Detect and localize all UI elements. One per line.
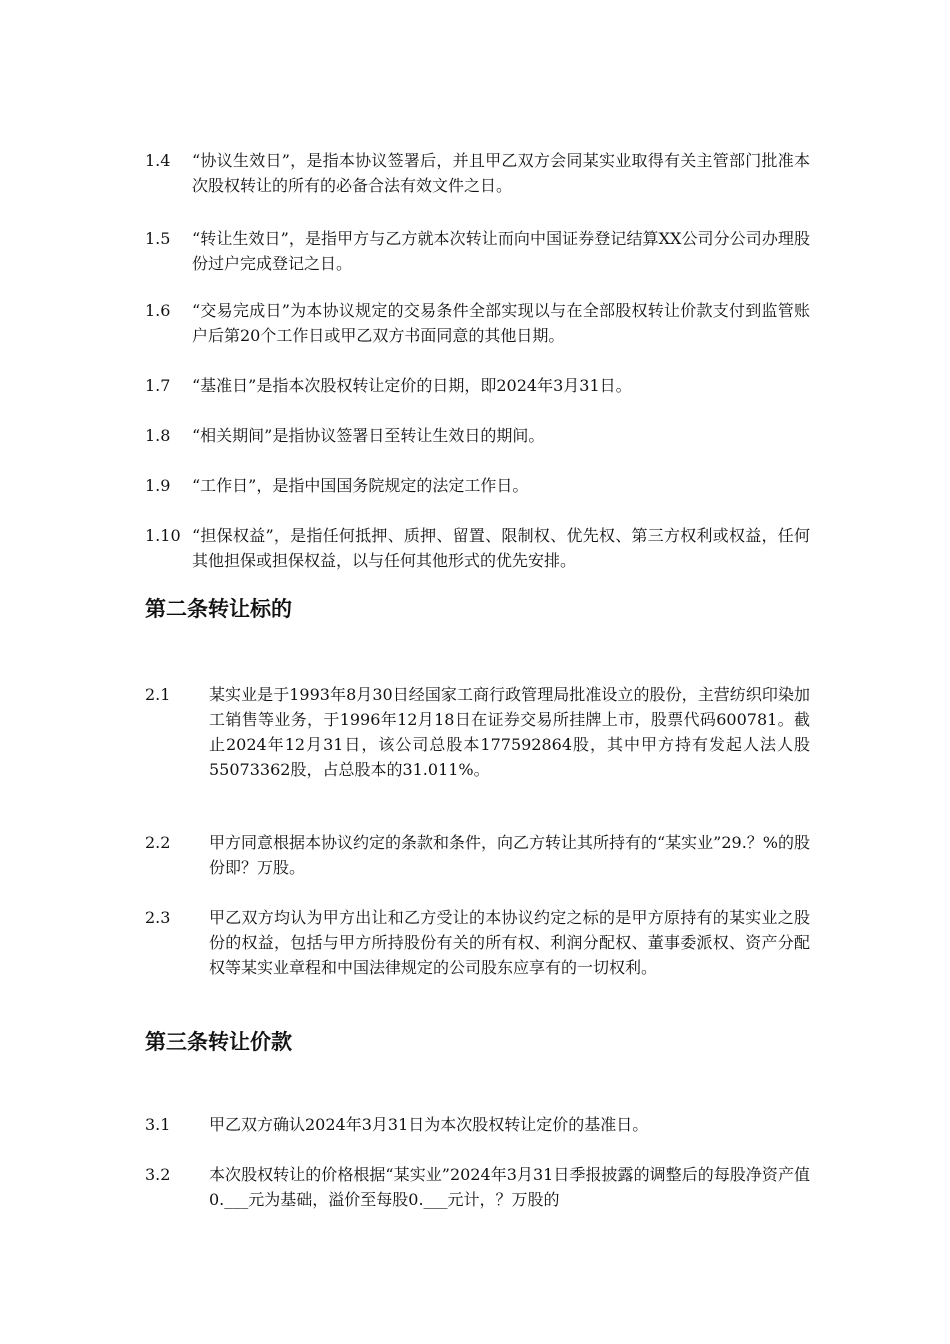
clause-text: “协议生效日”，是指本协议签署后，并且甲乙双方会同某实业取得有关主管部门批准本次股权转让的所有的必备合法有效文件之日。 [192,151,810,195]
clause-number: 3.2 [145,1165,171,1184]
clause-text: 本次股权转让的价格根据“某实业”2024年3月31日季报披露的调整后的每股净资产值0.___元为基础，溢价至每股0.___元计，？万股的 [209,1165,810,1209]
clause-number: 2.1 [145,685,171,704]
clause-number: 1.9 [145,476,171,495]
clause-text: 某实业是于1993年8月30日经国家工商行政管理局批准设立的股份，主营纺织印染加工销售等业务，于1996年12月18日在证券交易所挂牌上市，股票代码600781。截止2024年12月31日，该公司总股本177592864股，其中甲方持有发起人法人股55073362股，占总股本的31.011%。 [209,685,810,779]
clause-1-9 [145,473,810,498]
clause-2-2 [145,830,810,880]
clause-number: 3.1 [145,1115,171,1134]
clause-1-10 [145,523,810,573]
clause-number: 1.6 [145,301,171,320]
clause-1-6 [145,298,810,348]
clause-1-8 [145,423,810,448]
clause-text: “基准日”是指本次股权转让定价的日期，即2024年3月31日。 [192,376,632,395]
clause-text: “交易完成日”为本协议规定的交易条件全部实现以与在全部股权转让价款支付到监管账户后第20个工作日或甲乙双方书面同意的其他日期。 [192,301,810,345]
clause-1-5 [145,226,810,276]
clause-number: 2.3 [145,908,171,927]
clause-text: 甲乙双方确认2024年3月31日为本次股权转让定价的基准日。 [209,1115,649,1134]
clause-number: 2.2 [145,833,171,852]
clause-1-4 [145,148,810,198]
section-heading-2: 第二条转让标的 [145,597,292,621]
clause-text: “转让生效日”，是指甲方与乙方就本次转让而向中国证券登记结算XX公司分公司办理股份过户完成登记之日。 [192,229,810,273]
clause-text: “担保权益”，是指任何抵押、质押、留置、限制权、优先权、第三方权利或权益，任何其他担保或担保权益，以与任何其他形式的优先安排。 [192,526,810,570]
clause-text: 甲乙双方均认为甲方出让和乙方受让的本协议约定之标的是甲方原持有的某实业之股份的权益，包括与甲方所持股份有关的所有权、利润分配权、董事委派权、资产分配权等某实业章程和中国法律规定的公司股东应享有的一切权利。 [209,908,810,977]
clause-number: 1.7 [145,376,171,395]
clause-number: 1.5 [145,229,171,248]
clause-text: “相关期间”是指协议签署日至转让生效日的期间。 [192,426,545,445]
clause-3-1 [145,1112,810,1137]
clause-3-2 [145,1162,810,1212]
clause-1-7 [145,373,810,398]
clause-text: 甲方同意根据本协议约定的条款和条件，向乙方转让其所持有的“某实业”29.？%的股份即？万股。 [209,833,811,877]
section-heading-3: 第三条转让价款 [145,1030,292,1054]
clause-2-1 [145,682,810,782]
clause-2-3 [145,905,810,980]
clause-text: “工作日”，是指中国国务院规定的法定工作日。 [192,476,529,495]
clause-number: 1.8 [145,426,171,445]
clause-number: 1.10 [145,526,181,545]
clause-number: 1.4 [145,151,171,170]
